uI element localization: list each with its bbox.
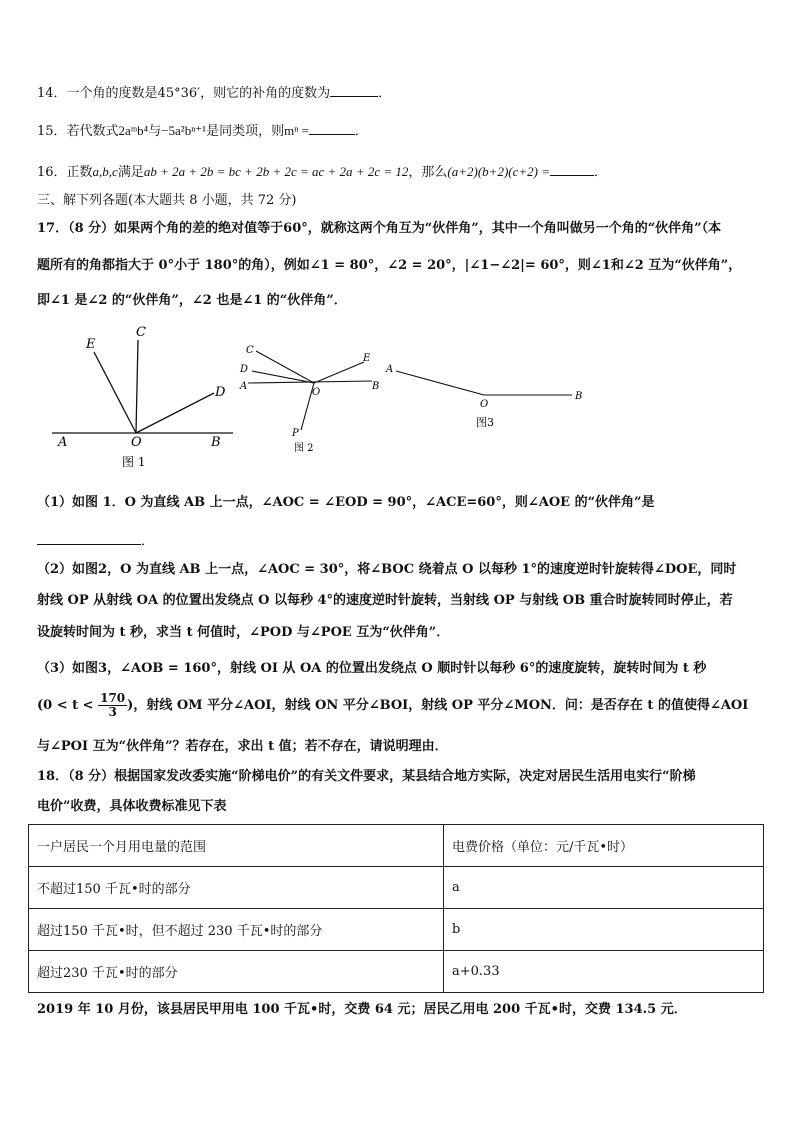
q17-line-2: 题所有的角都指大于 0°小于 180°的角），例如∠1 = 80°，∠2 = 20°，|∠1−∠2|= 60°，则∠1和∠2 互为“伙伴角”， <box>37 258 742 273</box>
electricity-fee-table <box>28 824 764 993</box>
fig2-label-O: O <box>312 387 321 398</box>
fig2-caption: 图 2 <box>294 443 314 454</box>
q18-line-1: 18．（8 分）根据国家发改委实施“阶梯电价”的有关文件要求，某县结合地方实际，决定对居民生活用电实行“阶梯 <box>37 769 696 784</box>
q16-answer-blank <box>550 161 594 176</box>
q18-note: 2019 年 10 月份，该县居民甲用电 100 千瓦•时，交费 64 元；居民乙用电 200 千瓦•时，交费 134.5 元． <box>37 1002 687 1017</box>
table-header-range: 一户居民一个月用电量的范围 <box>29 825 444 867</box>
q17-part3-frac-num: 170 <box>100 691 126 705</box>
q17-part3-line-3: 与∠POI 互为“伙伴角”？若存在，求出 t 值；若不存在，请说明理由． <box>37 739 448 754</box>
table-cell-range: 超过150 千瓦•时，但不超过 230 千瓦•时的部分 <box>29 909 444 951</box>
q17-part3-frac-den: 3 <box>108 705 117 719</box>
q18-line-2: 电价”收费，具体收费标准见下表 <box>37 799 227 814</box>
q17-part1-end: ． <box>141 534 155 549</box>
q17-line-3: 即∠1 是∠2 的“伙伴角”，∠2 也是∠1 的“伙伴角”． <box>37 293 347 308</box>
q17-part1: （1）如图 1．O 为直线 AB 上一点，∠AOC = ∠EOD = 90°，∠ACE=60°，则∠AOE 的“伙伴角”是 <box>37 495 655 510</box>
table-cell-range: 超过230 千瓦•时的部分 <box>29 951 444 993</box>
fig3-label-O: O <box>480 399 489 410</box>
fig1-label-D: D <box>215 385 226 400</box>
table-cell-range: 不超过150 千瓦•时的部分 <box>29 867 444 909</box>
fig3-label-A: A <box>386 364 394 375</box>
q15-expr: 2aᵐb⁴与−5a²bⁿ⁺¹ <box>118 123 207 138</box>
q16-equation: ab + 2a + 2b = bc + 2b + 2c = ac + 2a + 2c = 12 <box>143 164 409 179</box>
q15-mid: 是同类项，则 <box>206 124 285 139</box>
fig1-label-C: C <box>136 325 146 340</box>
fig2-label-B: B <box>372 381 380 392</box>
fig1-caption: 图 1 <box>122 455 146 469</box>
fig1-label-A: A <box>58 435 68 450</box>
fig2-label-D: D <box>240 364 249 375</box>
q17-part2-line-2: 射线 OP 从射线 OA 的位置出发绕点 O 以每秒 4°的速度逆时针旋转，当射线 OP 与射线 OB 重合时旋转同时停止，若 <box>37 593 733 608</box>
q16-prefix: 16．正数 <box>37 165 93 180</box>
q16-vars: a,b,c <box>92 164 118 179</box>
q17-part3-line-1: （3）如图3，∠AOB = 160°，射线 OI 从 OA 的位置出发绕点 O 顺时针以每秒 6°的速度旋转，旋转时间为 t 秒 <box>37 661 707 676</box>
q17-line-1: 17．（8 分）如果两个角的差的绝对值等于60°，就称这两个角互为“伙伴角”，其中一个角叫做另一个角的“伙伴角”（本 <box>37 221 722 236</box>
q14-text: 14．一个角的度数是45°36′，则它的补角的度数为 <box>37 86 331 101</box>
table-row <box>29 951 764 993</box>
fig3-label-B: B <box>575 391 583 402</box>
fig1-label-O: O <box>131 435 142 450</box>
q17-part3-line-2-rest: )，射线 OM 平分∠AOI，射线 ON 平分∠BOI，射线 OP 平分∠MON．问：是否存在 t 的值使得∠AOI <box>127 698 749 713</box>
figure-3 <box>384 356 594 436</box>
q15-tail: mⁿ = <box>284 123 309 138</box>
table-cell-price: a+0.33 <box>444 951 764 993</box>
q16-expr: (a+2)(b+2)(c+2) = <box>447 164 550 179</box>
q17-part3-range-prefix: (0 < t < <box>37 698 94 713</box>
fig2-label-A: A <box>240 381 248 392</box>
q16-tail: ，那么 <box>408 165 448 180</box>
section-3-heading: 三、解下列各题(本大题共 8 小题，共 72 分) <box>37 193 297 208</box>
q17-part3-line-2 <box>37 692 748 720</box>
table-cell-price: a <box>444 867 764 909</box>
q17-part3-fraction <box>98 692 127 719</box>
q17-part1-answer <box>37 530 154 551</box>
table-header-row <box>29 825 764 867</box>
q15-prefix: 15．若代数式 <box>37 124 119 139</box>
q16-mid: 满足 <box>117 165 144 180</box>
q14-answer-blank <box>330 82 378 97</box>
fig1-label-B: B <box>211 435 221 450</box>
table-cell-price: b <box>444 909 764 951</box>
q17-part2-line-1: （2）如图2，O 为直线 AB 上一点，∠AOC = 30°，将∠BOC 绕着点 O 以每秒 1°的速度逆时针旋转得∠DOE，同时 <box>37 562 737 577</box>
fig3-caption: 图3 <box>476 416 494 429</box>
fig1-label-E: E <box>86 337 96 352</box>
fig2-label-E: E <box>363 353 371 364</box>
figure-2 <box>236 340 396 460</box>
figure-1 <box>48 322 248 472</box>
q15-answer-blank <box>309 120 355 135</box>
fig2-label-C: C <box>246 345 254 356</box>
question-14: 14．一个角的度数是45°36′，则它的补角的度数为 ． <box>37 82 391 103</box>
table-row <box>29 909 764 951</box>
q17-part2-line-3: 设旋转时间为 t 秒，求当 t 何值时，∠POD 与∠POE 互为“伙伴角”． <box>37 625 450 640</box>
table-header-price: 电费价格（单位：元/千瓦•时） <box>444 825 764 867</box>
fig2-label-P: P <box>292 428 299 439</box>
question-15: 15．若代数式2aᵐb⁴与−5a²bⁿ⁺¹是同类项，则mⁿ = ． <box>37 120 368 141</box>
question-16: 16．正数a,b,c满足ab + 2a + 2b = bc + 2b + 2c = ac + 2a + 2c = 12，那么(a+2)(b+2)(c+2) = ． <box>37 161 607 182</box>
q17-part1-blank <box>37 530 141 545</box>
table-row <box>29 867 764 909</box>
